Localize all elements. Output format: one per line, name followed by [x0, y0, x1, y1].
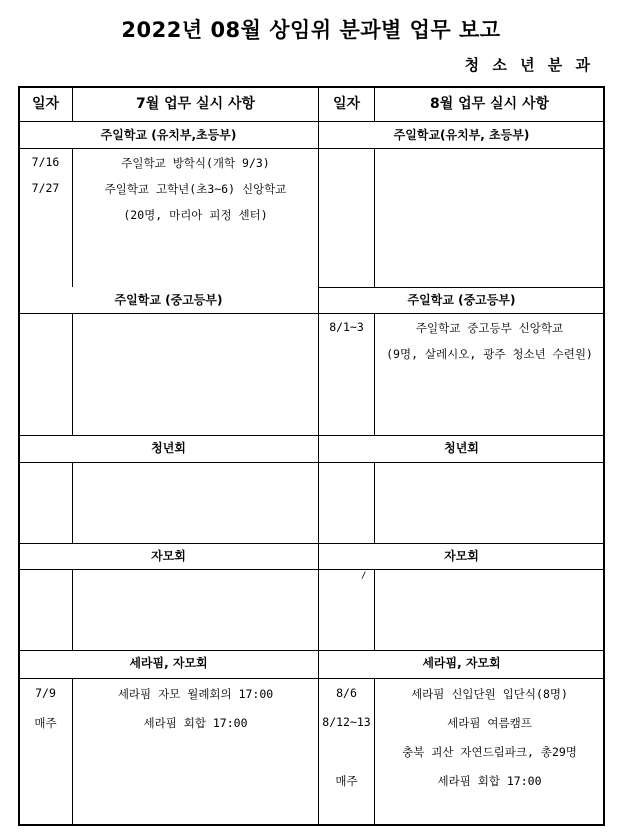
entry-date: 7/9 [35, 686, 56, 700]
entry-text: (9명, 살레시오, 광주 청소년 수련원) [386, 347, 593, 361]
entry-date: 8/12~13 [322, 715, 371, 729]
department-name: 청 소 년 분 과 [464, 56, 594, 74]
entry-text: 주일학교 고학년(초3~6) 신앙학교 [104, 182, 287, 196]
entry-text: 충북 괴산 자연드림파크, 총29명 [402, 745, 577, 759]
section-1-divider [19, 148, 604, 149]
section-5-divider [19, 678, 604, 679]
right-date-divider [374, 148, 375, 287]
entry-text: 세라핌 회합 17:00 [143, 716, 248, 730]
entry-date: 8/1~3 [329, 320, 364, 334]
document-title: 2022년 08월 상임위 분과별 업무 보고 [121, 18, 501, 42]
section-title-right: 주일학교(유치부, 초등부) [393, 128, 530, 142]
section-title-right: 자모회 [444, 549, 479, 563]
entry-date: 7/27 [31, 181, 60, 195]
section-2-divider [19, 313, 604, 314]
entry-text: 세라핌 신입단원 입단식(8명) [411, 687, 568, 701]
entry-text: 세라핌 자모 월례회의 17:00 [117, 687, 274, 701]
header-august-tasks: 8월 업무 실시 사항 [429, 96, 550, 112]
section-title-left: 주일학교 (중고등부) [114, 293, 223, 307]
right-date-divider [374, 462, 375, 543]
left-date-divider [72, 462, 73, 543]
entry-text: 주일학교 방학식(개학 9/3) [121, 156, 270, 170]
section-title-left: 자모회 [151, 549, 186, 563]
section-title-left: 청년회 [151, 441, 186, 455]
entry-text: 세라핌 회합 17:00 [437, 774, 542, 788]
section-4-divider [19, 569, 604, 570]
section-3-divider [19, 462, 604, 463]
header-date-left: 일자 [31, 96, 60, 112]
entry-text: 세라핌 여름캠프 [447, 716, 532, 730]
entry-date: 매주 [34, 716, 57, 730]
stray-mark: / [361, 571, 367, 581]
section-title-left: 세라핌, 자모회 [129, 656, 208, 670]
entry-date: 7/16 [31, 155, 60, 169]
header-date-right: 일자 [332, 96, 361, 112]
header-july-tasks: 7월 업무 실시 사항 [135, 96, 256, 112]
section-title-right: 청년회 [444, 441, 479, 455]
left-date-divider [72, 569, 73, 650]
entry-text: 주일학교 중고등부 신앙학교 [415, 321, 564, 335]
right-date-divider [374, 569, 375, 650]
header-divider [19, 121, 604, 122]
entry-date: 매주 [335, 774, 358, 788]
section-title-left: 주일학교 (유치부,초등부) [100, 128, 237, 142]
section-title-right: 주일학교 (중고등부) [407, 293, 516, 307]
entry-date: 8/6 [336, 686, 357, 700]
entry-text: (20명, 마리아 피정 센터) [123, 208, 268, 222]
left-date-divider [72, 313, 73, 435]
section-title-right: 세라핌, 자모회 [422, 656, 501, 670]
